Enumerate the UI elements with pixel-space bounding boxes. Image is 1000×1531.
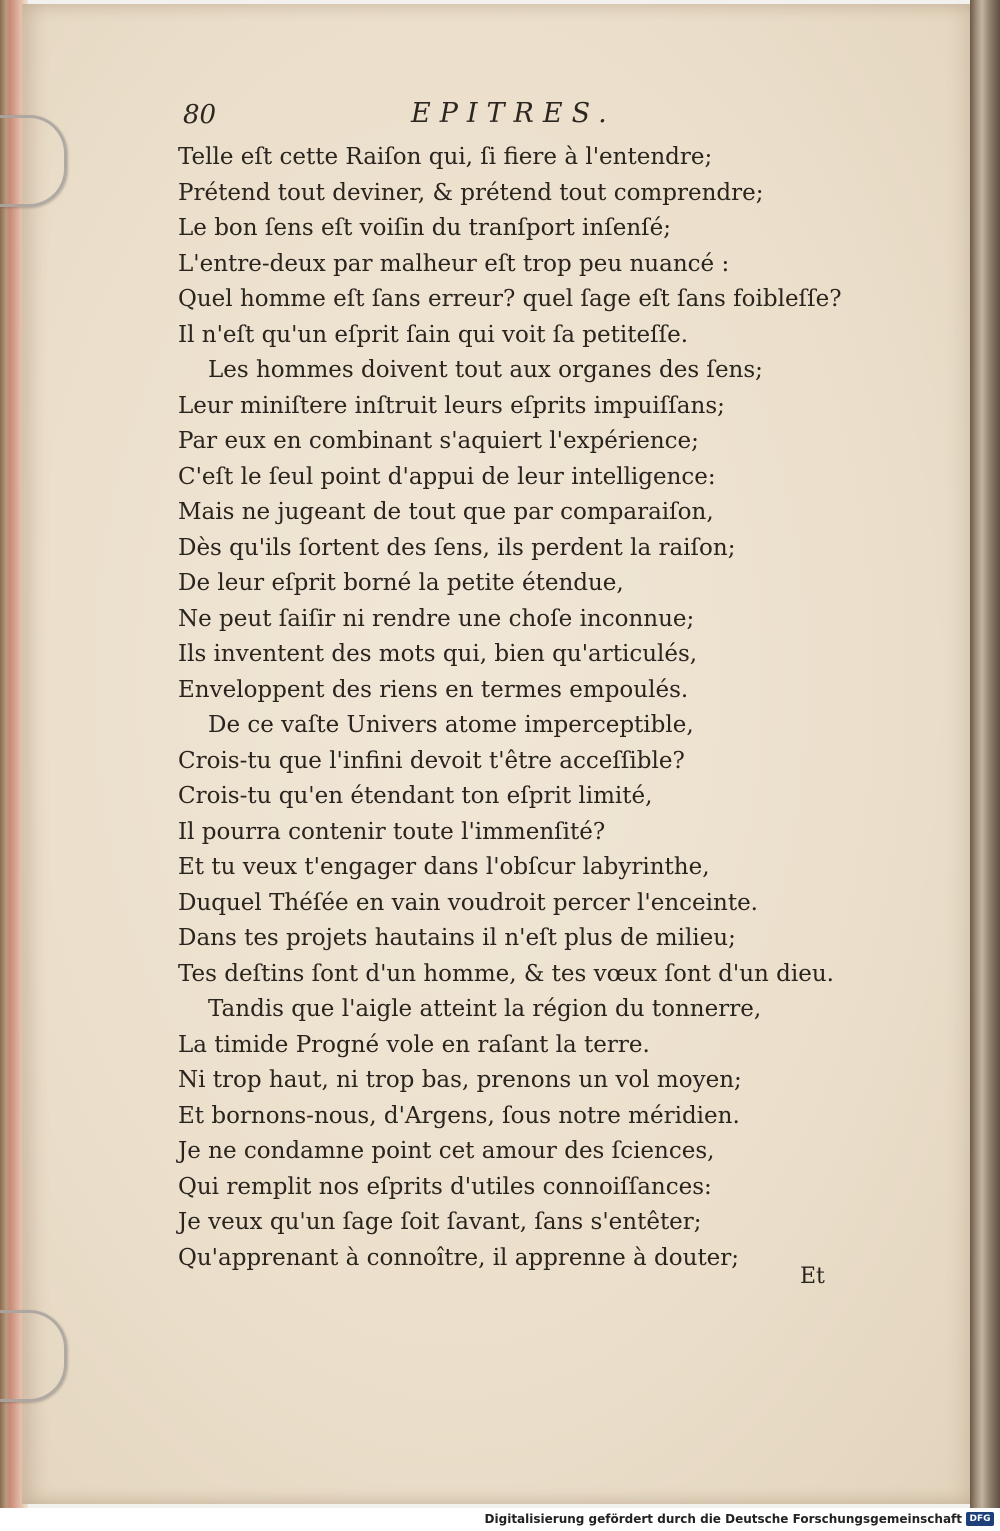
verse-line: Et bornons-nous, d'Argens, ſous notre méridien. <box>178 1102 740 1129</box>
page-number: 80 <box>183 100 217 130</box>
verse-line: Le bon ſens eſt voiſin du tranſport inſenſé; <box>178 215 672 241</box>
verse-line: Telle eſt cette Raiſon qui, ſi fiere à l'entendre; <box>178 144 713 170</box>
verse-line: Je ne condamne point cet amour des ſciences, <box>178 1138 715 1164</box>
verse-line: Il pourra contenir toute l'immenſité? <box>178 818 606 845</box>
funding-credit: Digitalisierung gefördert durch die Deutsche Forschungsgemeinschaft <box>484 1512 962 1526</box>
running-head <box>183 98 843 138</box>
running-head-title: EPITRES. <box>411 98 616 129</box>
verse-line: Ne peut ſaiſir ni rendre une choſe inconnue; <box>178 605 695 632</box>
verse-line: Duquel Théſée en vain voudroit percer l'enceinte. <box>178 889 758 916</box>
verse-line: Mais ne jugeant de tout que par comparaiſon, <box>178 499 714 525</box>
verse-line: La timide Progné vole en raſant la terre. <box>178 1031 650 1058</box>
ring-clip-top-icon <box>0 115 67 207</box>
verse-line: Les hommes doivent tout aux organes des ſens; <box>208 357 763 383</box>
verse-line: Dès qu'ils ſortent des ſens, ils perdent la raiſon; <box>178 534 736 561</box>
verse-line: Tes deſtins ſont d'un homme, & tes vœux ſont d'un dieu. <box>178 960 834 987</box>
verse-line: Enveloppent des riens en termes empoulés. <box>178 676 689 703</box>
verse-line: Quel homme eſt ſans erreur? quel ſage eſt ſans foibleſſe? <box>178 286 842 312</box>
verse-line: L'entre-deux par malheur eſt trop peu nuancé : <box>178 250 730 277</box>
verse-line: Par eux en combinant s'aquiert l'expérience; <box>178 428 699 454</box>
verse-line: De leur eſprit borné la petite étendue, <box>178 570 624 596</box>
book-spine-right <box>970 0 1000 1508</box>
verse-line: Ils inventent des mots qui, bien qu'articulés, <box>178 641 698 667</box>
verse-line: Il n'eſt qu'un eſprit ſain qui voit ſa petiteſſe. <box>178 321 689 348</box>
verse-line: Prétend tout deviner, & prétend tout comprendre; <box>178 179 764 206</box>
ring-clip-bottom-icon <box>0 1310 67 1402</box>
digitization-footer <box>0 1508 1000 1531</box>
verse-line: Je veux qu'un ſage ſoit ſavant, ſans s'entêter; <box>178 1209 702 1235</box>
verse-line: Crois-tu qu'en étendant ton eſprit limité, <box>178 783 653 809</box>
verse-line: Qu'apprenant à connoître, il apprenne à douter; <box>178 1244 740 1271</box>
verse-line: Ni trop haut, ni trop bas, prenons un vol moyen; <box>178 1067 742 1093</box>
verse-line: Tandis que l'aigle atteint la région du tonnerre, <box>208 996 762 1022</box>
verse-line: C'eſt le ſeul point d'appui de leur intelligence: <box>178 463 716 490</box>
verse-line: Leur miniſtere inſtruit leurs eſprits impuiſſans; <box>178 392 725 419</box>
verse-line: Qui remplit nos eſprits d'utiles connoiſſances: <box>178 1173 712 1200</box>
catchword: Et <box>800 1264 825 1289</box>
poem-text <box>178 140 868 1276</box>
dfg-logo-icon: DFG <box>966 1512 994 1526</box>
verse-line: Dans tes projets hautains il n'eſt plus de milieu; <box>178 925 736 951</box>
verse-line: Et tu veux t'engager dans l'obſcur labyrinthe, <box>178 854 710 880</box>
verse-line: Crois-tu que l'infini devoit t'être acceſſible? <box>178 747 685 774</box>
verse-line: De ce vaſte Univers atome imperceptible, <box>208 712 694 738</box>
